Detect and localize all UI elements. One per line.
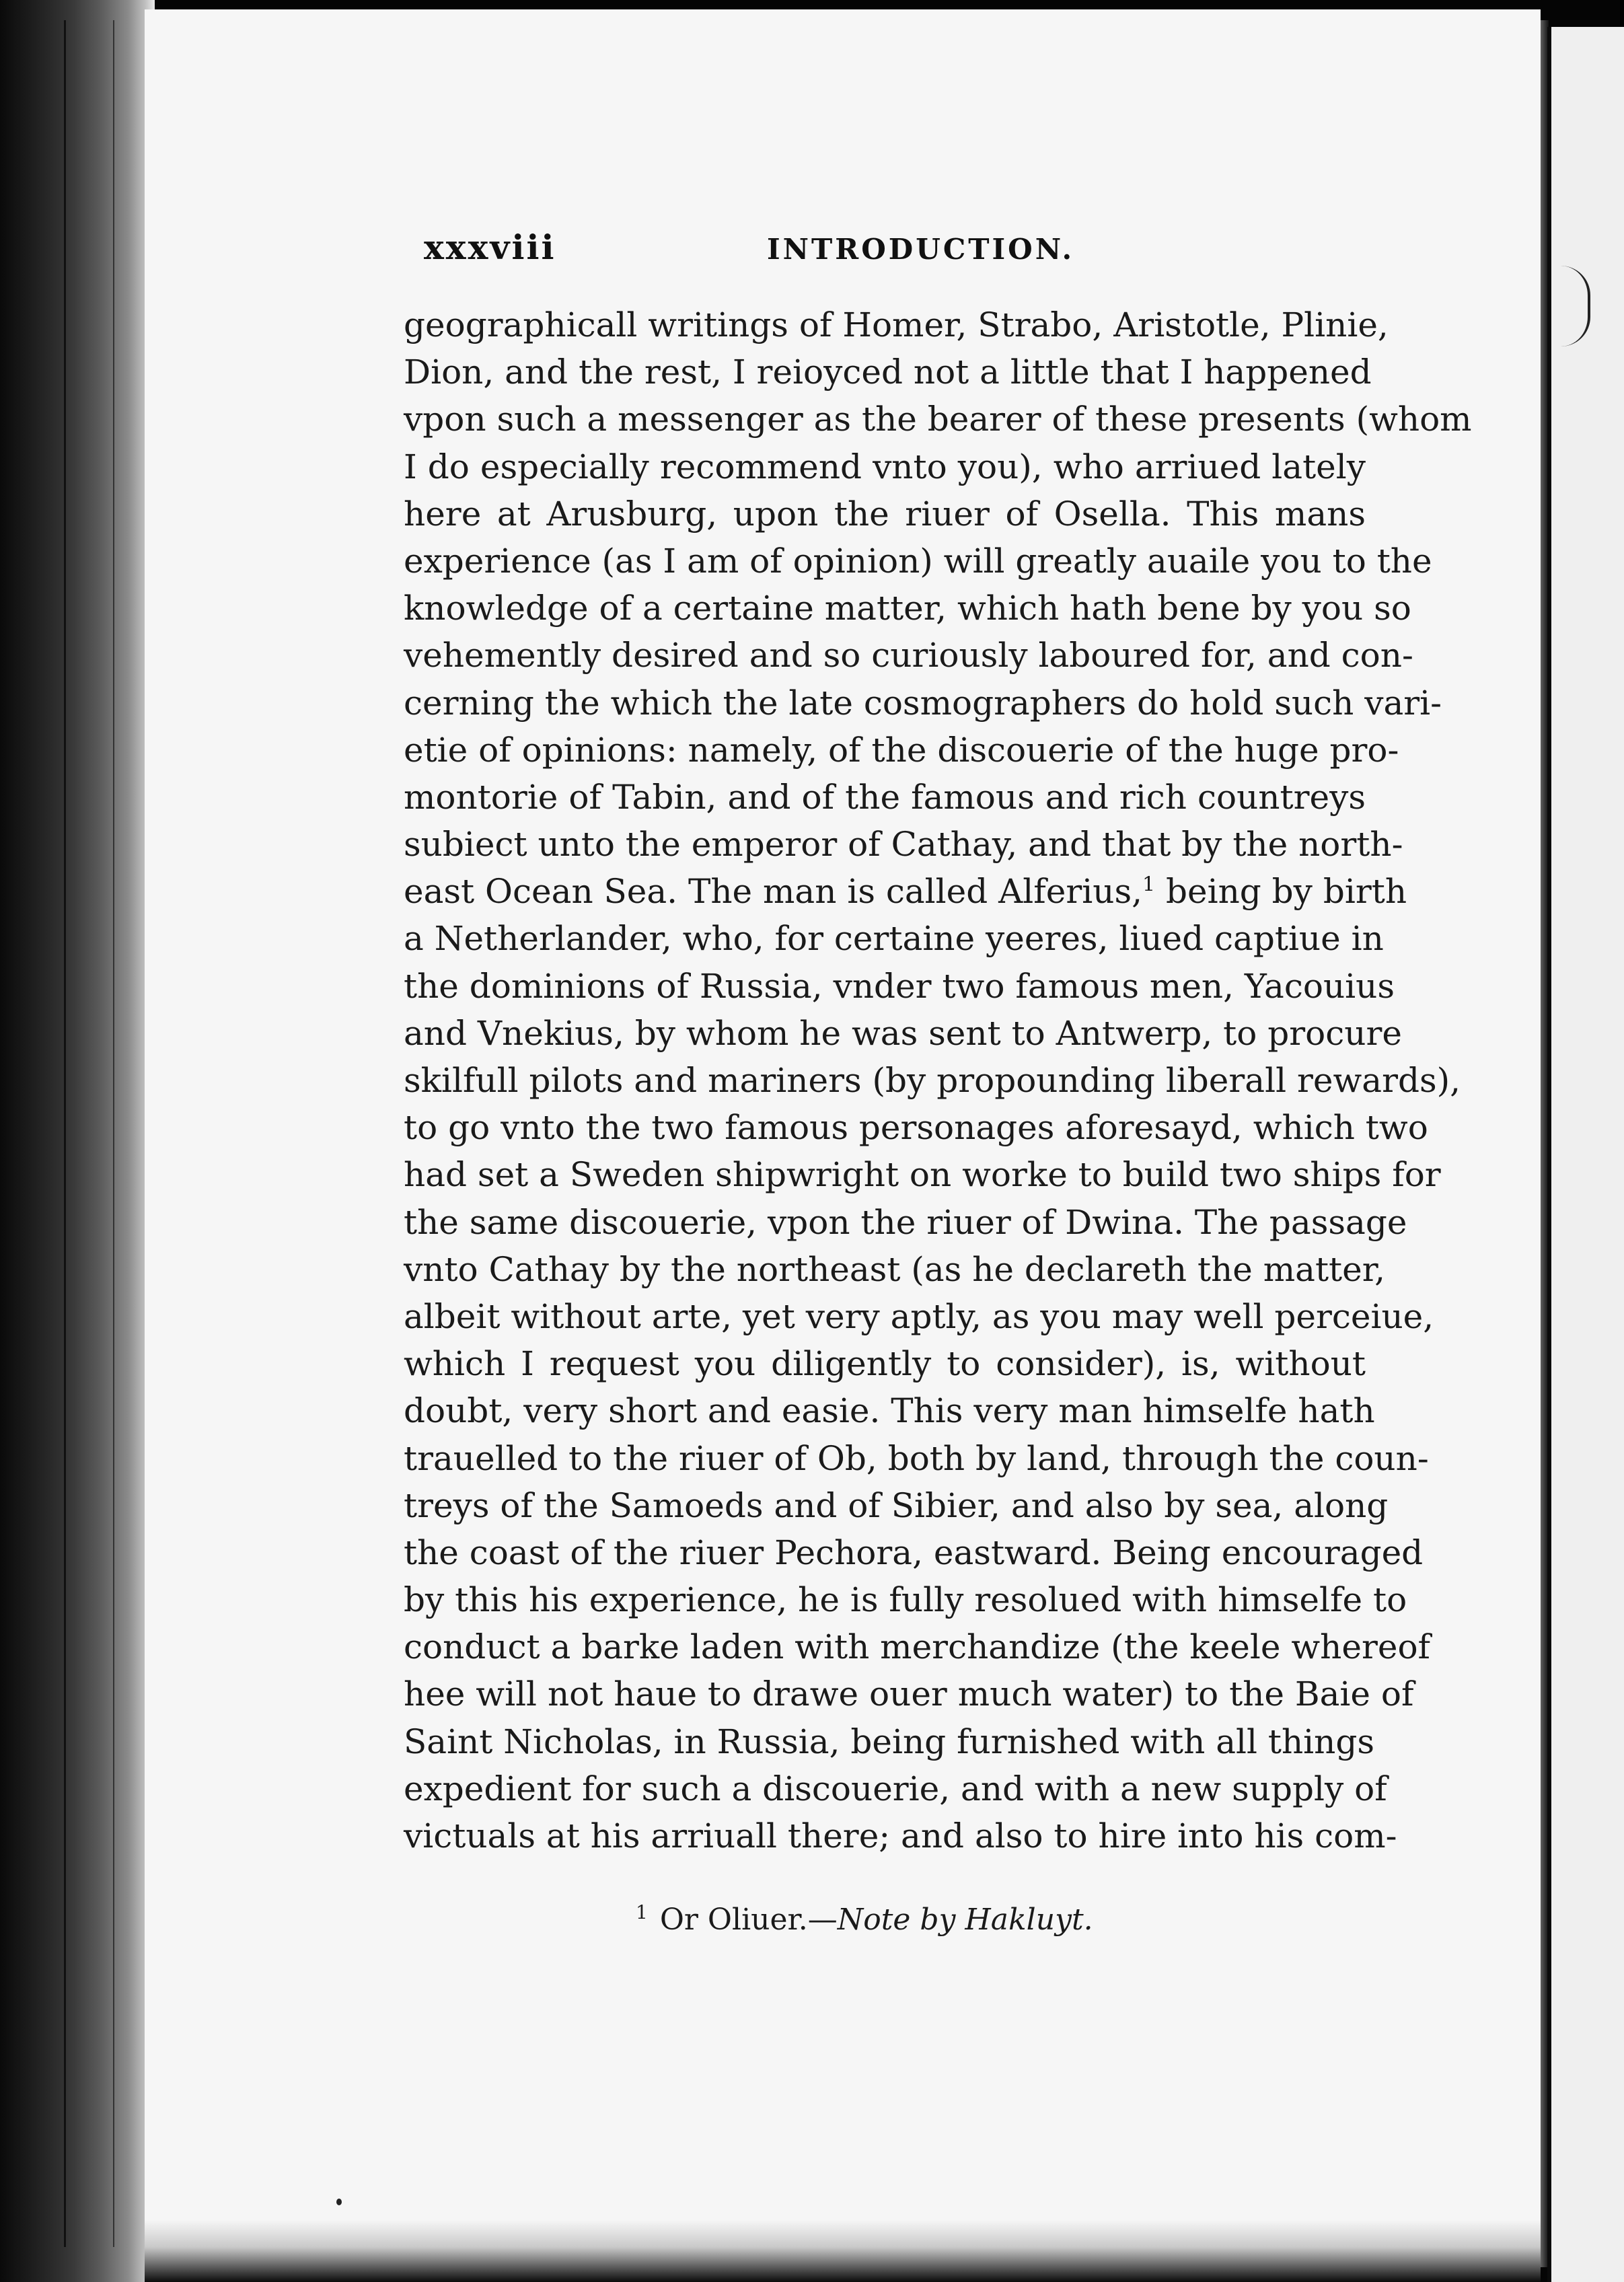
text-line: trauelled to the riuer of Ob, both by land, through the coun-: [404, 1438, 1429, 1478]
text-line: the dominions of Russia, vnder two famous men, Yacouius: [404, 966, 1395, 1006]
text-line: vehemently desired and so curiously laboured for, and con-: [404, 636, 1413, 675]
footnote-marker: 1: [636, 1901, 648, 1924]
text-line: geographicall writings of Homer, Strabo, Aristotle, Plinie,: [404, 305, 1389, 344]
text-line: albeit without arte, yet very aptly, as you may well perceiue,: [404, 1296, 1434, 1336]
body-text: [404, 301, 1472, 1889]
text-line: and Vnekius, by whom he was sent to Antwerp, to procure: [404, 1013, 1402, 1053]
text-line: treys of the Samoeds and of Sibier, and also by sea, along: [404, 1485, 1389, 1525]
text-line: cerning the which the late cosmographers do hold such vari-: [404, 683, 1442, 723]
text-line: doubt, very short and easie. This very man himselfe hath: [404, 1391, 1375, 1431]
text-line: which I request you diligently to consider), is, without: [404, 1344, 1366, 1384]
text-line: skilfull pilots and mariners (by propounding liberall rewards),: [404, 1061, 1461, 1100]
section-title: INTRODUCTION.: [767, 233, 1075, 266]
text-line: here at Arusburg, upon the riuer of Osella. This mans: [404, 494, 1366, 533]
text-line: conduct a barke laden with merchandize (the keele whereof: [404, 1627, 1431, 1667]
print-speck: [336, 2199, 342, 2205]
running-head: [424, 227, 1372, 281]
text-line: the coast of the riuer Pechora, eastward. Being encouraged: [404, 1533, 1424, 1572]
text-line: subiect unto the emperor of Cathay, and that by the north-: [404, 825, 1403, 864]
text-line: vpon such a messenger as the bearer of these presents (whom: [404, 400, 1472, 439]
text-line: etie of opinions: namely, of the discouerie of the huge pro-: [404, 730, 1399, 770]
text-line: Saint Nicholas, in Russia, being furnished with all things: [404, 1722, 1375, 1761]
text-line: montorie of Tabin, and of the famous and rich countreys: [404, 777, 1366, 817]
page-bottom-shadow: [145, 2220, 1541, 2282]
text-line: hee will not haue to drawe ouer much water) to the Baie of: [404, 1674, 1414, 1714]
text-line: Dion, and the rest, I reioyced not a little that I happened: [404, 353, 1372, 392]
facing-page-edge: [1547, 27, 1624, 2282]
text-line: a Netherlander, who, for certaine yeeres, liued captiue in: [404, 919, 1384, 959]
footnote-credit: Note by Hakluyt.: [837, 1903, 1093, 1937]
footnote-reference: 1: [1142, 873, 1156, 897]
text-line: by this his experience, he is fully resolued with himselfe to: [404, 1580, 1407, 1620]
footnote: [636, 1903, 1376, 1937]
text-line-head: east Ocean Sea. The man is called Alferius,: [404, 872, 1142, 912]
footnote-text: Or Oliuer.—: [659, 1903, 838, 1937]
spine-lines: [64, 20, 114, 2247]
text-line: experience (as I am of opinion) will greatly auaile you to the: [404, 541, 1432, 581]
page-number: xxxviii: [424, 227, 556, 267]
text-line: had set a Sweden shipwright on worke to build two ships for: [404, 1155, 1441, 1195]
text-line-tail: being by birth: [1155, 872, 1407, 912]
text-line: vnto Cathay by the northeast (as he declareth the matter,: [404, 1249, 1386, 1289]
text-line: I do especially recommend vnto you), who arriued lately: [404, 447, 1366, 486]
text-line: to go vnto the two famous personages aforesayd, which two: [404, 1108, 1428, 1148]
text-line: expedient for such a discouerie, and with a new supply of: [404, 1769, 1387, 1808]
book-spine-edge: [0, 0, 155, 2282]
text-line: knowledge of a certaine matter, which hath bene by you so: [404, 589, 1411, 628]
text-line: victuals at his arriuall there; and also to hire into his com-: [404, 1816, 1397, 1855]
text-line: the same discouerie, vpon the riuer of Dwina. The passage: [404, 1202, 1407, 1242]
text-line-with-note: [404, 868, 1407, 915]
